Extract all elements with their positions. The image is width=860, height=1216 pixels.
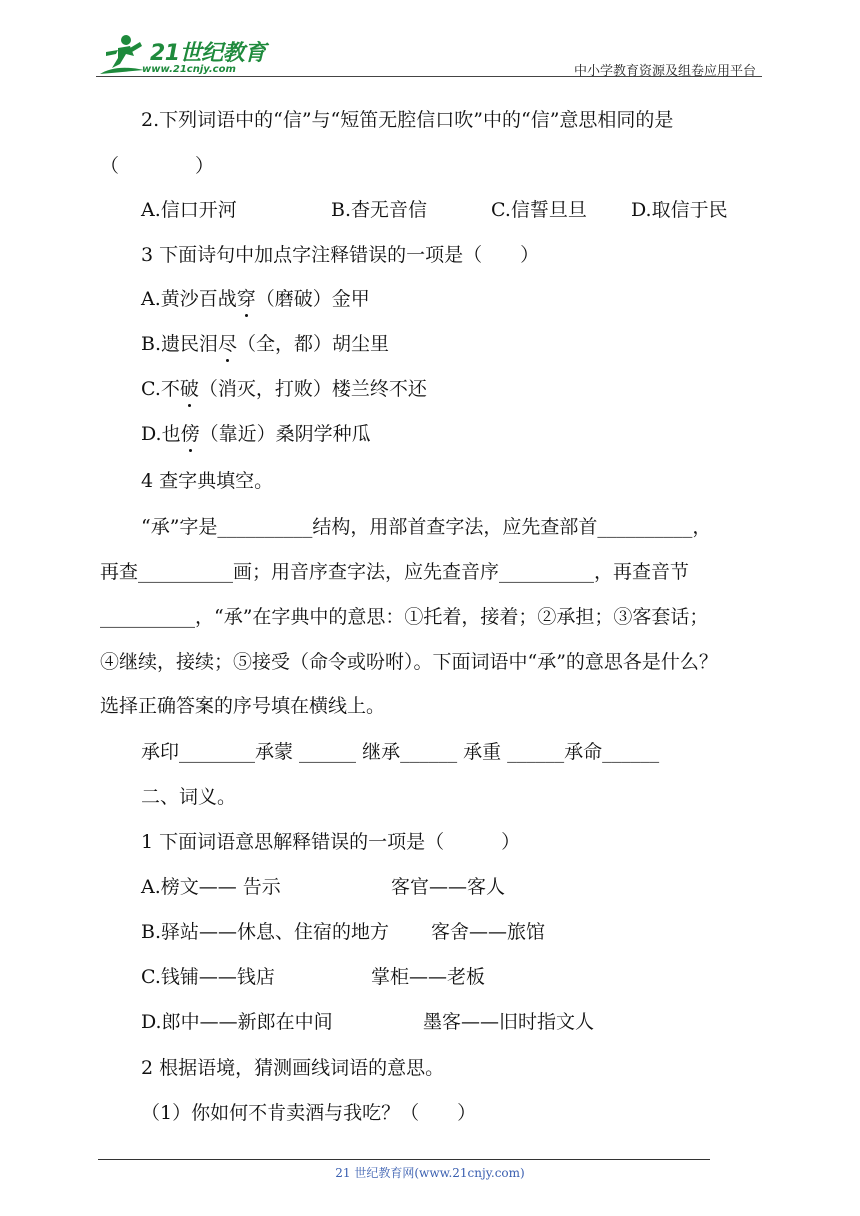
- dotted-char: 傍: [181, 420, 200, 448]
- s2-q1-option-c-2: 掌柜——老板: [371, 966, 486, 988]
- option-prefix: C.不: [141, 378, 180, 400]
- q2-stem: 2.下列词语中的“信”与“短笛无腔信口吹”中的“信”意思相同的是: [141, 109, 674, 131]
- q3-option-a: [141, 285, 370, 313]
- q2-paren: （ ）: [100, 155, 215, 177]
- q2-option-a: A.信口开河: [141, 199, 237, 221]
- dotted-char: 尽: [218, 330, 237, 358]
- s2-q1-option-d-2: 墨客——旧时指文人: [423, 1011, 595, 1033]
- q4-line-2: 再查__________画；用音序查字法，应先查音序__________，再查音节: [100, 561, 690, 583]
- option-prefix: A.黄沙百战: [141, 288, 237, 310]
- q2-option-c: C.信誓旦旦: [491, 199, 587, 221]
- footer-text: 21 世纪教育网(www.21cnjy.com): [335, 1166, 525, 1180]
- dotted-char: 破: [180, 375, 199, 403]
- logo-text: 21世纪教育: [150, 41, 266, 66]
- s2-q1-option-a-2: 客官——客人: [391, 876, 506, 898]
- q4-stem: 4 查字典填空。: [141, 470, 274, 492]
- q4-fill-line: 承印________承蒙 ______ 继承______ 承重 ______承命______: [141, 741, 660, 763]
- option-suffix: （消灭，打败）楼兰终不还: [198, 378, 427, 400]
- s2-q1-stem: 1 下面词语意思解释错误的一项是（ ）: [141, 831, 521, 853]
- dotted-char: 穿: [237, 285, 256, 313]
- q3-option-b: [141, 330, 389, 358]
- option-suffix: （靠近）桑阴学种瓜: [199, 423, 371, 445]
- s2-q1-option-d: D.郎中——新郎在中间: [141, 1011, 333, 1033]
- header-divider: [96, 76, 762, 77]
- option-suffix: （磨破）金甲: [255, 288, 370, 310]
- s2-q1-option-c: C.钱铺——钱店: [141, 966, 275, 988]
- q4-line-1: “承”字是__________结构，用部首查字法，应先查部首__________，: [141, 516, 712, 538]
- section-2-title: 二、词义。: [141, 786, 237, 808]
- q3-option-c: [141, 375, 427, 403]
- s2-q2-sub1: （1）你如何不肯卖酒与我吃？（ ）: [141, 1102, 477, 1124]
- q2-option-b: B.杳无音信: [331, 199, 428, 221]
- option-prefix: D.也: [141, 423, 181, 445]
- q4-line-4: ④继续，接续；⑤接受（命令或吩咐）。下面词语中“承”的意思各是什么？: [100, 651, 718, 673]
- s2-q1-option-b-2: 客舍——旅馆: [431, 921, 546, 943]
- q4-line-3: __________，“承”在字典中的意思：①托着，接着；②承担；③客套话；: [100, 606, 709, 628]
- q3-stem: 3 下面诗句中加点字注释错误的一项是（ ）: [141, 244, 540, 266]
- s2-q1-option-b: B.驿站——休息、住宿的地方: [141, 921, 390, 943]
- option-prefix: B.遗民泪: [141, 333, 219, 355]
- platform-name: 中小学教育资源及组卷应用平台: [573, 64, 756, 79]
- page-header: [0, 0, 860, 80]
- logo-url: www.21cnjy.com: [142, 64, 236, 75]
- option-suffix: （全，都）胡尘里: [237, 333, 390, 355]
- runner-logo-icon: [96, 34, 148, 78]
- s2-q2-stem: 2 根据语境，猜测画线词语的意思。: [141, 1057, 445, 1079]
- q3-option-d: [141, 420, 371, 448]
- s2-q1-option-a: A.榜文—— 告示: [141, 876, 281, 898]
- footer-divider: [98, 1159, 710, 1160]
- logo: [96, 34, 266, 80]
- q4-line-5: 选择正确答案的序号填在横线上。: [100, 695, 386, 717]
- q2-option-d: D.取信于民: [631, 199, 728, 221]
